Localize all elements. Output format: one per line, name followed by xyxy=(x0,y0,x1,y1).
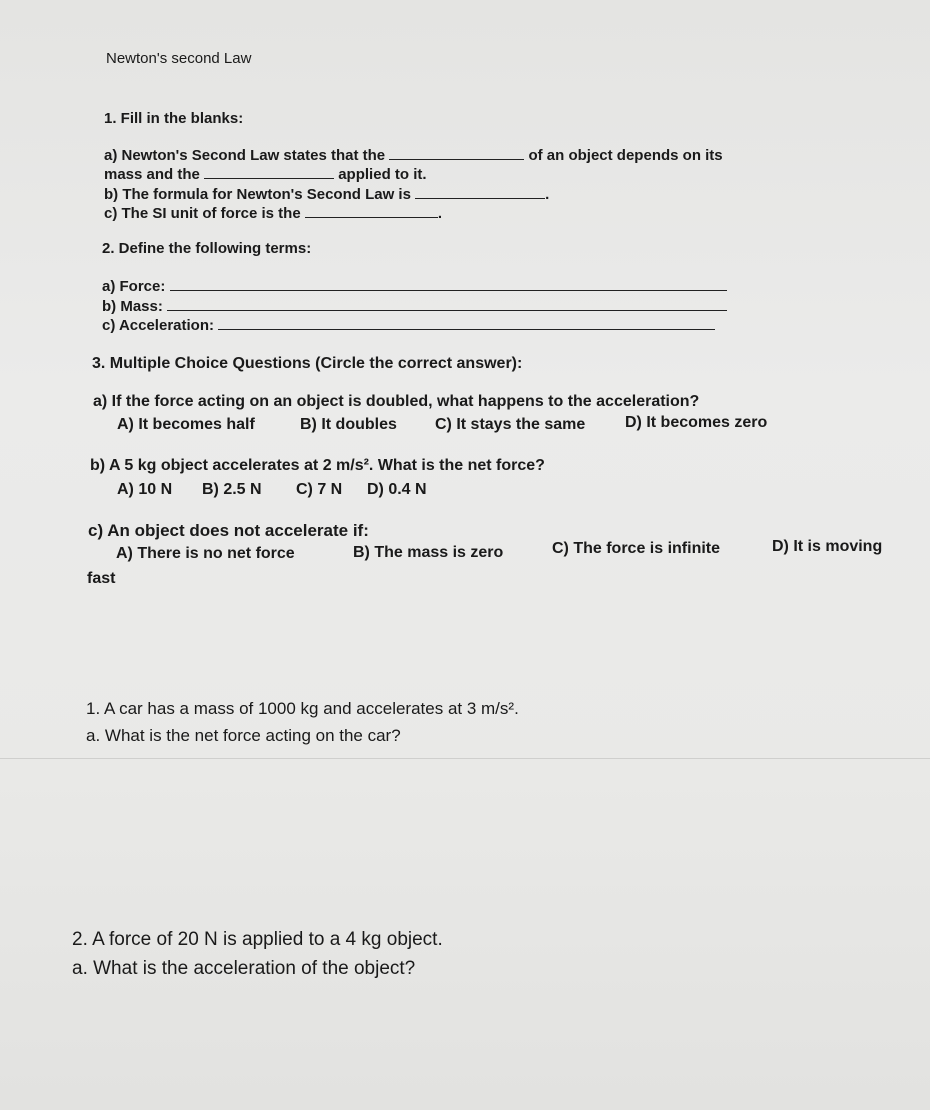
mcq-c-question: c) An object does not accelerate if: xyxy=(88,521,369,540)
term-label: b) Mass: xyxy=(102,298,163,315)
mcq-c-continuation: fast xyxy=(87,570,116,587)
answer-line[interactable] xyxy=(218,317,715,330)
blank-b-end: . xyxy=(545,186,550,203)
section-1-heading: 1. Fill in the blanks: xyxy=(104,110,244,127)
mcq-b-question: b) A 5 kg object accelerates at 2 m/s². What is the net force? xyxy=(90,457,545,474)
page-divider xyxy=(0,758,930,759)
blank-b xyxy=(104,186,549,203)
mcq-a-option-a[interactable]: A) It becomes half xyxy=(117,416,255,433)
blank-line[interactable] xyxy=(204,166,334,179)
problem-1-sub: a. What is the net force acting on the car? xyxy=(86,726,401,745)
blank-a-text-1: a) Newton's Second Law states that the xyxy=(104,147,386,164)
mcq-a-option-d[interactable]: D) It becomes zero xyxy=(625,414,768,431)
blank-line[interactable] xyxy=(305,205,438,218)
blank-b-text: b) The formula for Newton's Second Law is xyxy=(104,186,411,203)
mcq-a-option-c[interactable]: C) It stays the same xyxy=(435,416,586,433)
blank-a-line2 xyxy=(104,166,427,183)
mcq-b-option-c[interactable]: C) 7 N xyxy=(296,481,343,498)
answer-line[interactable] xyxy=(167,298,727,311)
term-label: c) Acceleration: xyxy=(102,317,214,334)
blank-a-text-4: applied to it. xyxy=(338,166,427,183)
mcq-b-option-b[interactable]: B) 2.5 N xyxy=(202,481,262,498)
mcq-c-option-d[interactable]: D) It is moving xyxy=(772,538,883,555)
mcq-a-question: a) If the force acting on an object is doubled, what happens to the acceleration? xyxy=(93,393,700,410)
mcq-c-option-c[interactable]: C) The force is infinite xyxy=(552,540,721,557)
answer-line[interactable] xyxy=(170,278,727,291)
term-force xyxy=(102,278,727,295)
mcq-c-option-b[interactable]: B) The mass is zero xyxy=(353,544,504,561)
blank-a-line1 xyxy=(104,147,723,164)
mcq-b-option-d[interactable]: D) 0.4 N xyxy=(367,481,427,498)
blank-c-text: c) The SI unit of force is the xyxy=(104,205,301,222)
mcq-b-option-a[interactable]: A) 10 N xyxy=(117,481,173,498)
section-3-heading: 3. Multiple Choice Questions (Circle the correct answer): xyxy=(92,355,523,372)
section-2-heading: 2. Define the following terms: xyxy=(102,240,312,257)
blank-c xyxy=(104,205,442,222)
mcq-c-option-a[interactable]: A) There is no net force xyxy=(116,545,295,562)
blank-line[interactable] xyxy=(415,186,545,199)
problem-2-sub: a. What is the acceleration of the object? xyxy=(72,958,416,979)
term-mass xyxy=(102,298,727,315)
term-acceleration xyxy=(102,317,715,334)
blank-a-text-2: of an object depends on its xyxy=(528,147,723,164)
problem-2-question: 2. A force of 20 N is applied to a 4 kg object. xyxy=(72,929,443,950)
blank-c-end: . xyxy=(437,205,443,222)
term-label: a) Force: xyxy=(102,278,166,295)
page-title: Newton's second Law xyxy=(106,50,252,67)
problem-1-question: 1. A car has a mass of 1000 kg and accelerates at 3 m/s². xyxy=(86,699,519,718)
mcq-a-option-b[interactable]: B) It doubles xyxy=(300,416,397,433)
blank-a-text-3: mass and the xyxy=(104,166,200,183)
blank-line[interactable] xyxy=(389,147,524,160)
